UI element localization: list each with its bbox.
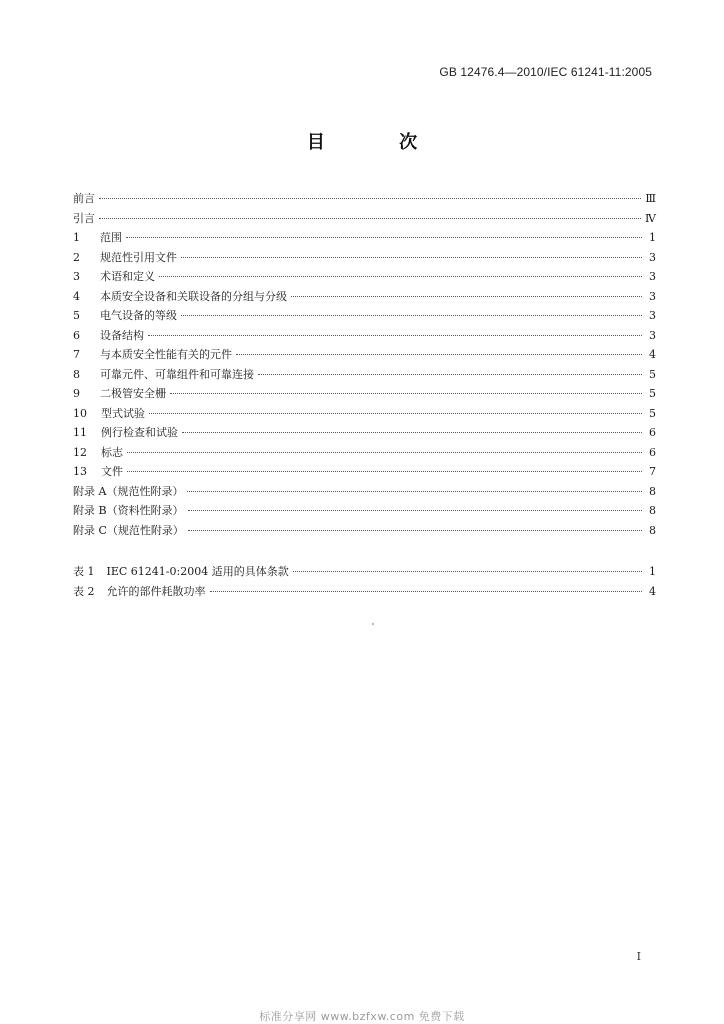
toc-entry[interactable] bbox=[73, 522, 656, 542]
dot-leader bbox=[291, 296, 642, 297]
toc-entry-page: 5 bbox=[649, 406, 656, 420]
standard-code: GB 12476.4—2010/IEC 61241-11:2005 bbox=[439, 65, 652, 79]
toc-entry-label: 本质安全设备和关联设备的分组与分级 bbox=[100, 289, 287, 303]
toc-entry-label: 可靠元件、可靠组件和可靠连接 bbox=[100, 367, 254, 381]
dot-leader bbox=[210, 591, 643, 592]
toc-entry-number: 9 bbox=[73, 387, 80, 400]
toc-entry-label: 允许的部件耗散功率 bbox=[106, 584, 206, 598]
toc-entry-number: 11 bbox=[73, 426, 87, 439]
toc-entry-page: 5 bbox=[649, 387, 656, 400]
toc-entry-label: 前言 bbox=[73, 192, 95, 205]
toc-entry-page: Ⅲ bbox=[645, 192, 656, 205]
toc-entry-number: 3 bbox=[73, 270, 80, 283]
dot-leader bbox=[148, 335, 642, 336]
toc-entry-page: 3 bbox=[649, 270, 656, 283]
toc-entry-label: 规范性引用文件 bbox=[100, 250, 177, 264]
toc-entry[interactable] bbox=[73, 424, 656, 444]
toc-entry-number: 5 bbox=[73, 309, 80, 322]
toc-entry-label: 术语和定义 bbox=[100, 270, 155, 283]
table-list bbox=[73, 563, 656, 602]
toc-entry[interactable] bbox=[73, 268, 656, 288]
toc-entry-number: 12 bbox=[73, 445, 87, 459]
toc-entry-number: 10 bbox=[73, 406, 87, 420]
toc-entry-page: 1 bbox=[649, 565, 656, 578]
dot-leader bbox=[170, 393, 642, 394]
dot-leader bbox=[188, 530, 642, 531]
dot-leader bbox=[293, 571, 642, 572]
toc-entry-page: 3 bbox=[649, 328, 656, 342]
toc-entry-label: 附录 C（规范性附录） bbox=[73, 523, 184, 537]
dot-leader bbox=[159, 276, 642, 277]
table-list-entry[interactable] bbox=[73, 583, 656, 603]
dot-leader bbox=[181, 315, 642, 316]
toc-entry-label: 与本质安全性能有关的元件 bbox=[100, 348, 232, 361]
table-of-contents bbox=[73, 190, 656, 541]
dot-leader bbox=[127, 452, 642, 453]
toc-entry-label: 文件 bbox=[101, 465, 123, 478]
toc-entry[interactable] bbox=[73, 366, 656, 386]
toc-entry[interactable] bbox=[73, 210, 656, 230]
dot-leader bbox=[126, 237, 642, 238]
toc-entry-label: 引言 bbox=[73, 211, 95, 225]
page-number: I bbox=[636, 950, 641, 963]
table-list-entry[interactable] bbox=[73, 563, 656, 583]
toc-entry-page: 8 bbox=[649, 504, 656, 517]
dot-leader bbox=[181, 257, 642, 258]
page-title: 目 次 bbox=[306, 132, 452, 153]
toc-entry-label: 范围 bbox=[100, 231, 122, 244]
toc-entry-label: 电气设备的等级 bbox=[100, 309, 177, 322]
toc-entry-label: 设备结构 bbox=[100, 328, 144, 342]
toc-entry-label: 型式试验 bbox=[101, 406, 145, 420]
toc-entry[interactable] bbox=[73, 483, 656, 503]
toc-entry-page: 5 bbox=[649, 367, 656, 381]
dot-leader bbox=[187, 491, 642, 492]
toc-entry-number: 6 bbox=[73, 328, 80, 342]
toc-entry-label: 附录 A（规范性附录） bbox=[73, 484, 184, 498]
toc-entry[interactable] bbox=[73, 463, 656, 483]
dot-leader bbox=[99, 198, 641, 199]
dot-leader bbox=[236, 354, 642, 355]
toc-entry[interactable] bbox=[73, 385, 656, 405]
dot-leader bbox=[99, 218, 641, 219]
toc-entry-number: 表 2 bbox=[73, 584, 95, 598]
toc-entry-page: 3 bbox=[649, 289, 656, 303]
dot-leader bbox=[149, 413, 642, 414]
toc-entry-page: 3 bbox=[649, 309, 656, 322]
toc-entry-number: 8 bbox=[73, 367, 80, 381]
toc-entry[interactable] bbox=[73, 288, 656, 308]
toc-entry-number: 表 1 bbox=[73, 565, 95, 578]
toc-entry-page: Ⅳ bbox=[645, 211, 656, 225]
toc-entry-number: 7 bbox=[73, 348, 80, 361]
toc-entry-number: 4 bbox=[73, 289, 80, 303]
toc-entry-page: 4 bbox=[649, 584, 656, 598]
toc-entry-label: 附录 B（资料性附录） bbox=[73, 504, 184, 517]
toc-entry-page: 6 bbox=[649, 445, 656, 459]
toc-entry-page: 1 bbox=[649, 231, 656, 244]
toc-entry-label: 例行检查和试验 bbox=[101, 426, 178, 439]
scan-speck bbox=[372, 623, 374, 625]
dot-leader bbox=[188, 510, 642, 511]
toc-entry[interactable] bbox=[73, 190, 656, 210]
dot-leader bbox=[182, 432, 642, 433]
dot-leader bbox=[258, 374, 642, 375]
toc-entry-label: 二极管安全栅 bbox=[100, 387, 166, 400]
toc-entry-label: 标志 bbox=[101, 445, 123, 459]
toc-entry[interactable] bbox=[73, 444, 656, 464]
toc-entry-label: IEC 61241-0:2004 适用的具体条款 bbox=[106, 565, 289, 578]
toc-entry-page: 8 bbox=[649, 523, 656, 537]
toc-entry-page: 4 bbox=[649, 348, 656, 361]
toc-entry[interactable] bbox=[73, 405, 656, 425]
toc-entry-page: 7 bbox=[649, 465, 656, 478]
toc-entry-number: 13 bbox=[73, 465, 87, 478]
toc-entry-number: 1 bbox=[73, 231, 80, 244]
toc-entry[interactable] bbox=[73, 249, 656, 269]
toc-entry[interactable] bbox=[73, 346, 656, 366]
toc-entry[interactable] bbox=[73, 307, 656, 327]
toc-entry[interactable] bbox=[73, 327, 656, 347]
toc-entry-page: 3 bbox=[649, 250, 656, 264]
toc-entry-number: 2 bbox=[73, 250, 80, 264]
toc-entry[interactable] bbox=[73, 502, 656, 522]
toc-entry-page: 6 bbox=[649, 426, 656, 439]
watermark: 标准分享网 www.bzfxw.com 免费下载 bbox=[259, 1010, 465, 1023]
dot-leader bbox=[127, 471, 642, 472]
toc-entry[interactable] bbox=[73, 229, 656, 249]
toc-entry-page: 8 bbox=[649, 484, 656, 498]
